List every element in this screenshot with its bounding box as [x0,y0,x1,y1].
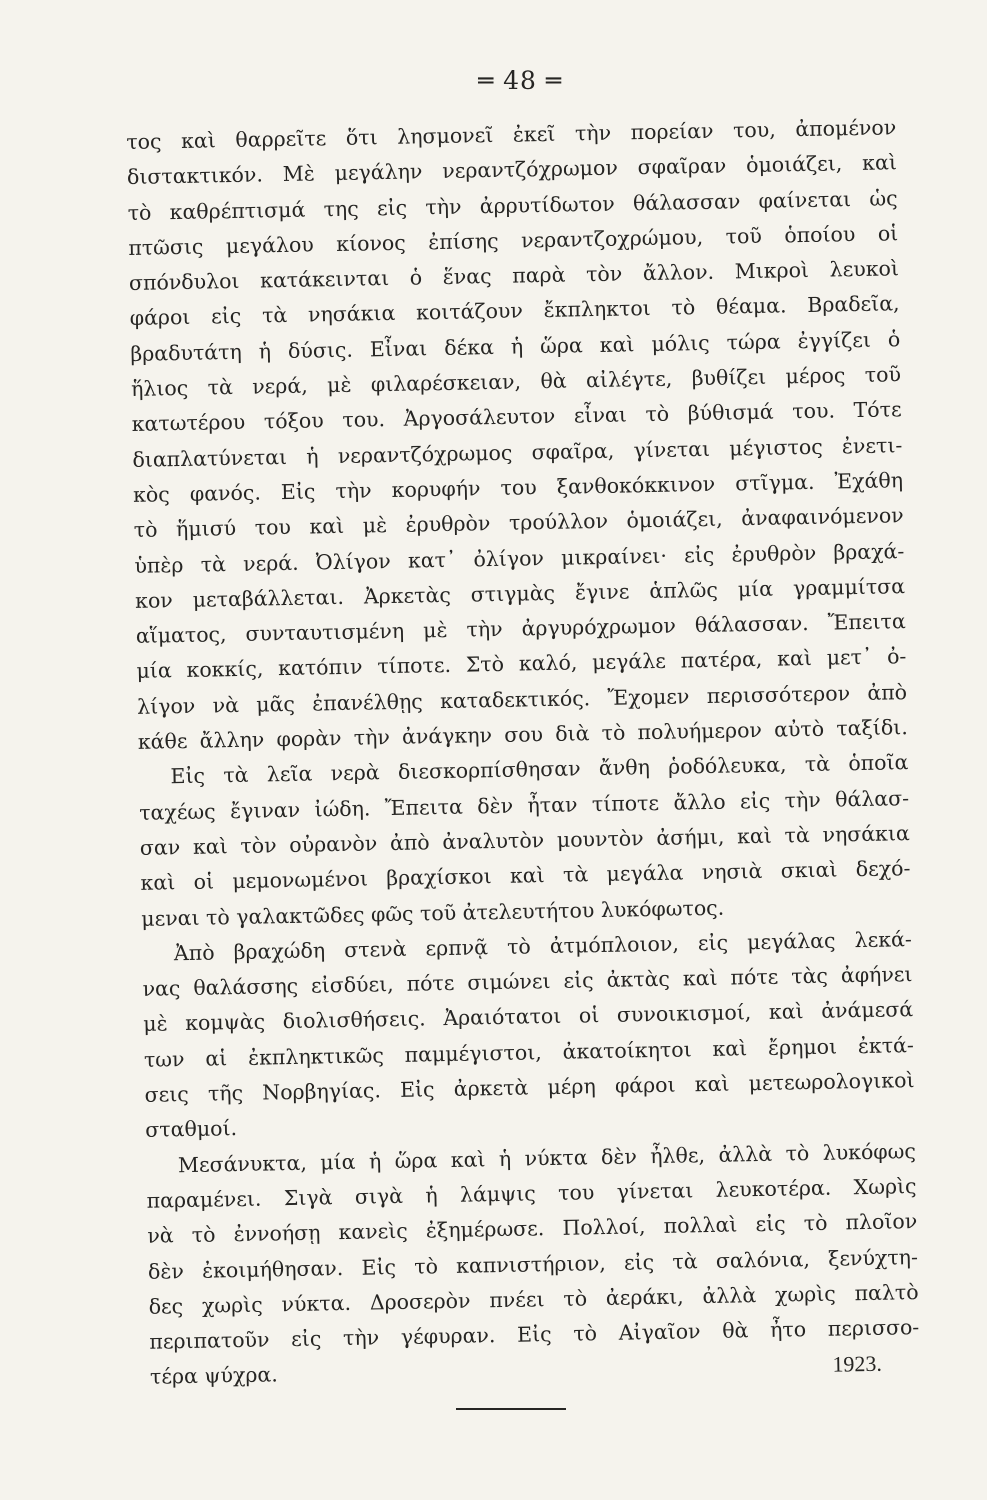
text-line: αἵματος, συνταυτισμένη μὲ τὴν ἀργυρόχρωμον θάλασσαν. Ἔπειτα [135,609,906,649]
text-line: διαπλατύνεται ἡ νεραντζόχρωμος σφαῖρα, γίνεται μέγιστος ἐνετι- [132,432,903,472]
text-line: σπόνδυλοι κατάκεινται ὁ ἕνας παρὰ τὸν ἄλλον. Μικροὶ λευκοὶ [128,256,900,296]
text-line: Ἀπὸ βραχώδη στενὰ ερπνᾷ τὸ ἀτμόπλοιον, εἰς μεγάλας λεκά- [173,926,912,966]
text-line: τος καὶ θαρρεῖτε ὅτι λησμονεῖ ἐκεῖ τὴν πορείαν του, ἀπομένον [126,115,897,154]
text-line: βραδυτάτη ἡ δύσις. Εἶναι δέκα ἡ ὥρα καὶ μόλις τώρα ἐγγίζει ὁ [130,326,901,366]
text-line: μία κοκκίς, κατόπιν τίποτε. Στὸ καλό, μεγάλε πατέρα, καὶ μετ᾽ ὀ- [136,644,907,684]
end-rule [456,1408,566,1410]
page-number: ═ 48 ═ [478,66,562,95]
date: 1923. [832,1351,883,1378]
text-line: ἥλιος τὰ νερά, μὲ φιλαρέσκειαν, θὰ αἰλέγτε, βυθίζει μέρος τοῦ [130,362,902,402]
text-line: σταθμοί. [145,1116,238,1143]
text-line: κὸς φανός. Εἰς τὴν κορυφήν του ξανθοκόκκινον στῖγμα. Ἐχάθη [132,468,904,507]
text-line: λίγον νὰ μᾶς ἐπανέλθῃς καταδεκτικός. Ἔχομεν περισσότερον ἀπὸ [136,679,908,719]
text-line: δὲν ἐκοιμήθησαν. Εἰς τὸ καπνιστήριον, εἰς τὰ σαλόνια, ξενύχτη- [147,1244,919,1284]
text-line: καὶ οἱ μεμονωμένοι βραχίσκοι καὶ τὰ μεγάλα νησιὰ σκιαὶ δεχό- [140,856,911,896]
text-line: νὰ τὸ ἐννοήσῃ κανεὶς ἐξημέρωσε. Πολλοί, πολλαὶ εἰς τὸ πλοῖον [147,1209,918,1248]
text-line: πτῶσις μεγάλου κίονος ἐπίσης νεραντζοχρώμου, τοῦ ὁποίου οἱ [128,221,899,260]
body-text [126,110,920,1395]
text-line: κάθε ἄλλην φορὰν τὴν ἀνάγκην σου διὰ τὸ πολυήμερον αὐτὸ ταξίδι. [137,715,908,754]
text-line: των αἱ ἐκπληκτικῶς παμμέγιστοι, ἀκατοίκητοι καὶ ἔρημοι ἐκτά- [143,1032,915,1072]
text-line: Εἰς τὰ λεῖα νερὰ διεσκορπίσθησαν ἄνθη ῥοδόλευκα, τὰ ὁποῖα [170,750,909,789]
text-line: δες χωρὶς νύκτα. Δροσερὸν πνέει τὸ ἀεράκι, ἀλλὰ χωρὶς παλτὸ [148,1279,919,1319]
text-line: μεναι τὸ γαλακτῶδες φῶς τοῦ ἀτελευτήτου λυκόφωτος. [141,895,725,931]
text-line: τέρα ψύχρα. [149,1362,278,1390]
text-line: ταχέως ἔγιναν ἰώδη. Ἔπειτα δὲν ἦταν τίποτε ἄλλο εἰς τὴν θάλασ- [138,785,910,825]
text-line: τὸ καθρέπτισμά της εἰς τὴν ἀρρυτίδωτον θάλασσαν φαίνεται ὡς [127,185,898,225]
text-line: φάροι εἰς τὰ νησάκια κοιτάζουν ἔκπληκτοι τὸ θέαμα. Βραδεῖα, [129,291,900,331]
text-line: σαν καὶ τὸν οὐρανὸν ἀπὸ ἀναλυτὸν μουντὸν ἀσήμι, καὶ τὰ νησάκια [139,821,910,860]
text-line: περιπατοῦν εἰς τὴν γέφυραν. Εἰς τὸ Αἰγαῖον θὰ ἦτο περισσο- [149,1315,920,1354]
text-line: κατωτέρου τόξου του. Ἀργοσάλευτον εἶναι τὸ βύθισμά του. Τότε [131,397,902,437]
text-line: διστακτικόν. Μὲ μεγάλην νεραντζόχρωμον σφαῖραν ὁμοιάζει, καὶ [126,150,898,190]
text-line: τὸ ἥμισύ του καὶ μὲ ἐρυθρὸν τρούλλον ὁμοιάζει, ἀναφαινόμενον [133,503,904,543]
text-line: Μεσάνυκτα, μία ἡ ὥρα καὶ ἡ νύκτα δὲν ἦλθε, ἀλλὰ τὸ λυκόφως [177,1138,917,1177]
text-line: μὲ κομψὰς διολισθήσεις. Ἀραιότατοι οἱ συνοικισμοί, καὶ ἀνάμεσά [143,997,914,1037]
text-line: παραμένει. Σιγὰ σιγὰ ἡ λάμψις του γίνεται λευκοτέρα. Χωρὶς [146,1173,917,1213]
text-line: σεις τῆς Νορβηγίας. Εἰς ἀρκετὰ μέρη φάροι καὶ μετεωρολογικοὶ [144,1068,915,1107]
text-line: κον μεταβάλλεται. Ἀρκετὰς στιγμὰς ἔγινε ἁπλῶς μία γραμμίτσα [134,573,906,613]
text-line: ὑπὲρ τὰ νερά. Ὀλίγον κατ᾽ ὀλίγον μικραίνει· εἰς ἐρυθρὸν βραχά- [134,538,905,578]
text-line: νας θαλάσσης εἰσδύει, πότε σιμώνει εἰς ἀκτὰς καὶ πότε τὰς ἀφήνει [142,962,913,1001]
